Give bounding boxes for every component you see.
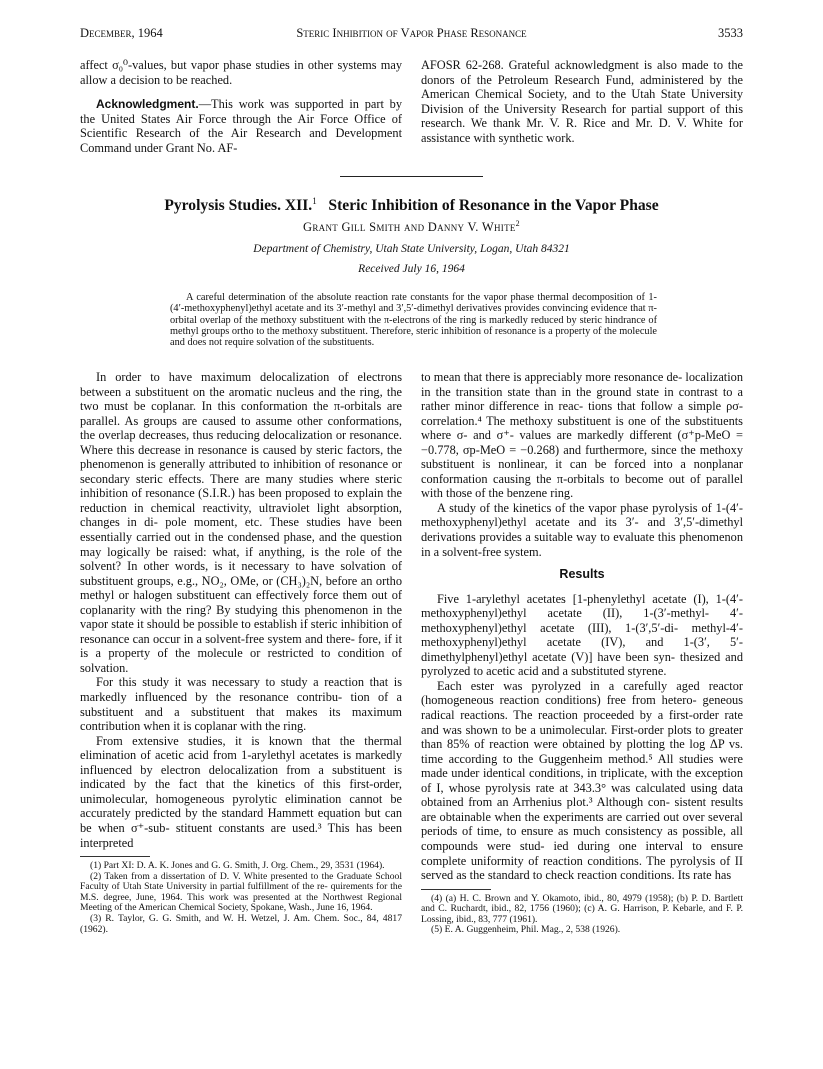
acknowledgment-label: Acknowledgment. (96, 97, 199, 112)
footnote: (2) Taken from a dissertation of D. V. White presented to the Graduate School Faculty of Utah State University in partial fulfillment of the re- quirements for the M.S. degree, June, 1964. This work was presented at the Northwest Regional Meeting of the American Chemical Society, Spokane, Wash., June 16, 1964. (80, 870, 402, 914)
article-title-rest: Steric Inhibition of Resonance in the Vapor Phase (328, 197, 659, 214)
footnote: (3) R. Taylor, G. G. Smith, and W. H. Wetzel, J. Am. Chem. Soc., 84, 4817 (1962). (80, 913, 402, 935)
body-paragraph: For this study it was necessary to study a reaction that is markedly influenced by the resonance contribu- tion of a substituent and a substituent that makes its maximum contribution when it is coplanar with the ring. (80, 675, 402, 734)
running-header (80, 26, 743, 46)
article-authors (80, 220, 743, 235)
received-date: Received July 16, 1964 (358, 263, 465, 275)
footnote-rule (421, 889, 491, 890)
article-title (80, 197, 743, 215)
body-paragraph: to mean that there is appreciably more resonance de- localization in the transition state than in the ground state in contrast to a rather minor difference in reac- tions that follow a simple ρσ-correlation.⁴ The methoxy substituent is one of the substituents where σ- and σ⁺- values are markedly different (σ⁺p-MeO = −0.778, σp-MeO = −0.268) and furthermore, since the methoxy substituent is nonlinear, it can be forced into a nonplanar conformation causing the π-orbitals to become out of parallel with those of the benzene ring. (421, 370, 743, 501)
body-paragraph: Each ester was pyrolyzed in a carefully aged reactor (homogeneous reaction conditions) free from hetero- geneous radical reactions. The reaction proceeded by a first-order rate and was shown to be a unimolecular. First-order plots to greater than 85% of reaction were obtained by plotting the log ΔP vs. time according to the Guggenheim method.⁵ All studies were made under identical conditions, in triplicate, with the exception of I, whose pyrolysis rate at 343.3° was calculated using data obtained from an Arrhenius plot.³ Although con- sistent results are obtainable when the experiments are carried out over several periods of time, to ensure as much consistency as possible, all compounds were stud- ied during one interval to ensure complete uniformity of reaction conditions. The pyrolysis of II served as the standard to check reaction conditions. Its rate has (421, 678, 743, 883)
previous-article-right-column (421, 58, 743, 145)
article-title-footnote-mark: 1 (312, 195, 317, 206)
header-journal-title: Steric Inhibition of Vapor Phase Resonance (296, 26, 527, 40)
acknowledgment-text: —This work was supported in part by the United States Air Force through the Air Force Office of Scientific Research of the Air Research and Development Command under Grant No. AF- (80, 97, 402, 155)
footnotes-right (421, 894, 743, 936)
body-right-column (421, 370, 743, 936)
body-paragraph: From extensive studies, it is known that the thermal elimination of acetic acid from 1-arylethyl acetates is markedly influenced by electron delocalization from a substituent is indicated by the fact that the kinetics of this first-order, unimolecular, homogeneous pyrolytic elimination cannot be accurately predicted by the standard Hammett equation but can be when σ⁺-sub- stituent constants are used.³ This has been interpreted (80, 733, 402, 850)
author-names: Grant Gill Smith and Danny V. White (303, 220, 516, 234)
abstract (170, 292, 657, 348)
article-title-main: Pyrolysis Studies. XII. (164, 197, 313, 214)
acknowledgment-continuation: AFOSR 62-268. Grateful acknowledgment is also made to the donors of the Petroleum Research Fund, administered by the American Chemical Society, and to the Utah State University Division of the University Research for partial support of this research. We thank Mr. V. R. Rice and Mr. D. V. White for assistance with synthetic work. (421, 58, 743, 145)
footnote-rule (80, 856, 150, 857)
body-paragraph: A study of the kinetics of the vapor phase pyrolysis of 1-(4′-methoxyphenyl)ethyl acetate and its 3′- and 3′,5′-dimethyl derivations provides a suitable way to evaluate this phenomenon in a solvent-free system. (421, 500, 743, 559)
acknowledgment-paragraph (80, 97, 402, 155)
previous-article-left-column (80, 58, 402, 155)
body-left-column (80, 370, 402, 935)
abstract-text: A careful determination of the absolute reaction rate constants for the vapor phase thermal decomposition of 1-(4′-methoxyphenyl)ethyl acetate and its 3′-methyl and 3′,5′-dimethyl derivatives provides convincing evidence that π-orbital overlap of the methoxy substituent with the π-electrons of the ring is markedly reduced by steric hindrance of methyl groups ortho to the methoxy substituent. Therefore, steric inhibition of resonance is a property of the molecule and does not require solvation of the substituents. (170, 292, 657, 349)
body-paragraph: Five 1-arylethyl acetates [1-phenylethyl acetate (I), 1-(4′-methoxyphenyl)ethyl acetate (II), 1-(3′-methyl- 4′-methoxyphenyl)ethyl acetate (III), 1-(3′,5′-di- methyl-4′-methoxyphenyl)ethyl acetate (IV), and 1-(3′, 5′-dimethylphenyl)ethyl acetate (V)] have been syn- thesized and pyrolyzed to acetic acid and a substituted styrene. (421, 591, 743, 679)
footnote: (5) E. A. Guggenheim, Phil. Mag., 2, 538 (1926). (431, 924, 621, 936)
previous-article-closing-paragraph: affect σ₀⁰-values, but vapor phase studies in other systems may allow a decision to be reached. (80, 58, 402, 87)
body-paragraph: In order to have maximum delocalization of electrons between a substituent on the aromatic nucleus and the ring, the two must be coplanar. In this conformation the π-orbitals are parallel. As groups are caused to assume other conformations, the overlap decreases, thus reducing delocalization or resonance. Where this decrease in resonance is caused by steric factors, the phenomenon is generally attributed to inhibition of resonance or secondary steric effects. There are many studies where steric inhibition of resonance (S.I.R.) has been proposed to explain the reduction in chemical reactivity, ultraviolet light absorption, changes in di- pole moment, etc. These studies have been essentially carried out in the condensed phase, and the question may logically be raised: what, if anything, is the role of the solvent? In other words, is it necessary to have solvation of substituent groups, e.g., NO₂, OMe, or (CH₃)₂N, before an ortho methyl or halogen substituent can effectively force them out of coplanarity with the ring? By studying this phenomenon in the vapor state it should be possible to establish if steric inhibition of resonance can occur in a solvent-free system and there- fore, if it is a property of the molecule or restricted to condition of solvation. (80, 370, 402, 675)
author-footnote-mark: 2 (515, 218, 520, 228)
footnote: (1) Part XI: D. A. K. Jones and G. G. Smith, J. Org. Chem., 29, 3531 (1964). (90, 860, 385, 872)
footnotes-left (80, 861, 402, 935)
article-affiliation: Department of Chemistry, Utah State University, Logan, Utah 84321 (253, 243, 570, 255)
article-separator-rule (340, 176, 483, 177)
page-number: 3533 (718, 26, 743, 40)
section-heading-results: Results (559, 567, 605, 582)
header-date: December, 1964 (80, 26, 163, 40)
footnote: (4) (a) H. C. Brown and Y. Okamoto, ibid., 80, 4979 (1958); (b) P. D. Bartlett and C. Ruchardt, ibid., 82, 1756 (1960); (c) A. G. Harrison, P. Kebarle, and F. P. Lossing, ibid., 83, 777 (1961). (421, 892, 743, 925)
